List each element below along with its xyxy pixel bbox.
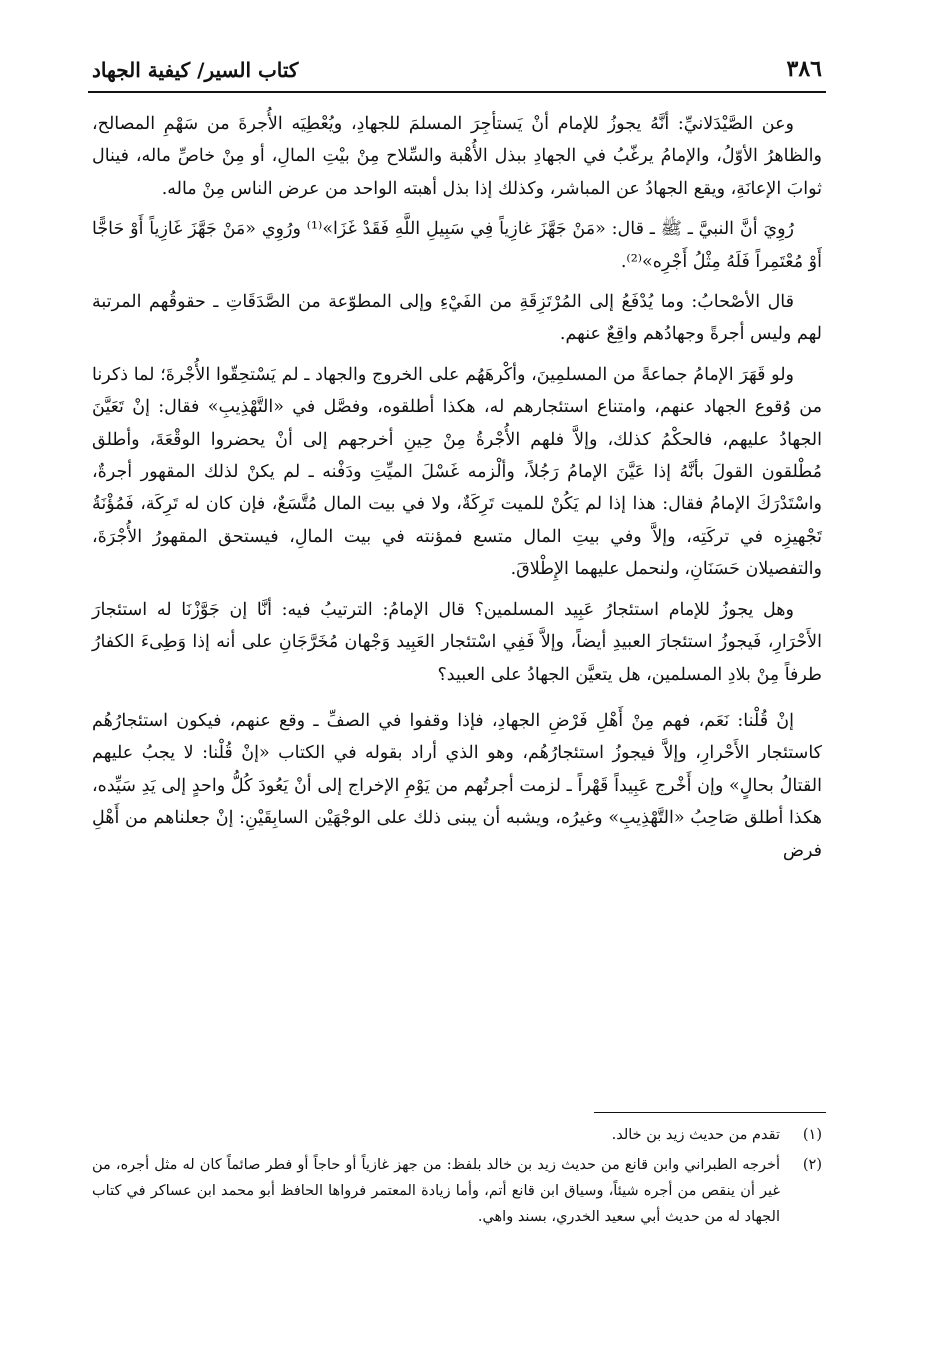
footnote (92, 1152, 822, 1230)
paragraph: إنْ قُلْنا: نَعَم، فهم مِنْ أَهْلِ فَرْضِ الجهادِ، فإذا وقفوا في الصفِّ ـ وقع عنهم، فيكون استئجارُهُم كاستئجار الأَحْرارِ، وإلاَّ فيجوزُ استئجارُهُم، وهو الذي أراد بقوله في الكتاب «إنْ قُلْنا: لا يجبُ عليهم القتالُ بحالٍ» وإن أَخْرج عَبِيداً قَهْراً ـ لزمت أجرتُهم من يَوْمِ الإخراج إلى أنْ يَعُودَ كُلُّ واحدٍ إلى يَدِ سَيِّده، هكذا أطلق صَاحِبُ «التَّهْذِيبِ» وغيرُه، ويشبه أن يبنى ذلك على الوجْهَيْن السابِقَيْنِ: إنْ جعلناهم من أَهْلِ فرض (92, 710, 822, 861)
paragraph: رُوِيَ أنَّ النبيَّ ـ ﷺ ـ قال: «مَنْ جَهَّزَ غازِياً فِي سَبِيلِ اللَّهِ فَقَدْ غَزَا»⁽¹⁾ ورُوِي «مَنْ جَهَّزَ غَازِياً أَوْ حَاجًّا أَوْ مُعْتَمِراً فَلَهُ مِثْلُ أَجْرِه»⁽²⁾. (92, 219, 822, 272)
paragraph: ولو قَهَرَ الإمامُ جماعةً من المسلمِينَ، وأكْرهَهُم على الخروج والجهاد ـ لم يَسْتحِقّوا الأُجْرةَ؛ لما ذكرنا من وُقوع الجهاد عنهم، وامتناع استئجارهم له، هكذا أطلقوه، وفصَّل في «التَّهْذِيبِ» فقال: إنْ تَعَيَّنَ الجهادُ عليهم، فالحكْمُ كذلك، وإلاَّ فلهم الأُجْرةُ مِنْ حِينِ أخرجهم إلى أنْ يحضروا الوقْعَةَ، وأطلق مُطْلقون القولَ بأنَّهُ إذا عَيَّنَ الإمامُ رَجُلاً، وألْزمه غَسْلَ الميِّتِ ودَفْنه ـ لم يكنْ لذلك المقهور أجرةٌ، واسْتَدْرَكَ الإمامُ فقال: هذا إذا لم يَكُنْ للميت تَرِكَةٌ، ولا في بيت المال مُتَّسَعٌ، فإن كان له تَرِكَة، فَمُؤْنَةُ تَجْهيزِه في تركَتِه، وإلاَّ وفي بيتِ المال متسع فمؤنته في بيت المالِ، فيستحق المقهورُ الأُجْرَةَ، والتفصيلان حَسَنَانِ، ولنحمل عليهما الإِطْلاقَ. (92, 364, 822, 580)
footnote-text: تقدم من حديث زيد بن خالد. (611, 1127, 780, 1143)
footnote (92, 1122, 822, 1148)
footnotes (92, 1122, 822, 1234)
main-text (92, 108, 822, 875)
header-rule (88, 91, 826, 93)
paragraph: قال الأصْحابُ: وما يُدْفَعُ إلى المُرْتَزِقَةِ من الفَيْءِ وإلى المطوّعة من الصَّدَقَاتِ ـ حقوقُهم المرتبة لهم وليس أجرةً وجهادُهم واقِعٌ عنهم. (92, 292, 822, 345)
footnote-number: (١) (802, 1127, 822, 1143)
running-header (92, 56, 822, 90)
paragraph: وهل يجوزُ للإمام استئجارُ عَبِيد المسلمين؟ قال الإمامُ: الترتيبُ فيه: أنَّا إن جَوَّزْنَا له استئجارَ الأَحْرَارِ، فَيجوزُ استئجارَ العبيدِ أيضاً، وإلاَّ فَفِي اسْتئجار العَبِيد وَجْهان مُخَرَّجَانِ على أنه إذا وَطِىءَ الكفارُ طرفاً مِنْ بلادِ المسلمين، هل يتعيَّن الجهادُ على العبيد؟ (92, 599, 822, 685)
page-number: ٣٨٦ (786, 56, 822, 82)
footnote-number: (٢) (802, 1157, 822, 1173)
footnote-text: أخرجه الطبراني وابن قانع من حديث زيد بن خالد بلفظ: من جهز غازياً أو حاجاً أو فطر صائماً كان له مثل أجره، من غير أن ينقص من أجره شيئاً، وسياق ابن قانع أتم، وأما زيادة المعتمر فرواها الحافظ أبو محمد ابن عساكر في كتاب الجهاد له من حديث أبي سعيد الخدري، بسند واهي. (92, 1157, 780, 1225)
paragraph: وعن الصَّيْدَلانيِّ: أنَّهُ يجوزُ للإمام أنْ يَستأجِرَ المسلمَ للجهادِ، ويُعْطِيَه الأُجرةَ من سَهْمِ المصالح، والظاهرُ الأوّلُ، والإمامُ يرغّبُ في الجهادِ ببذل الأُهْبة والسِّلاح مِنْ بيْتِ المالِ، أو مِنْ خاصِّ ماله، فينال ثوابَ الإعانَةِ، ويقع الجهادُ عن المباشر، وكذلك إذا بذل أهبته الواحد من عرض الناس مِنْ ماله. (92, 114, 822, 199)
running-title: كتاب السير/ كيفية الجهاد (92, 58, 299, 82)
footnote-rule (594, 1112, 826, 1113)
